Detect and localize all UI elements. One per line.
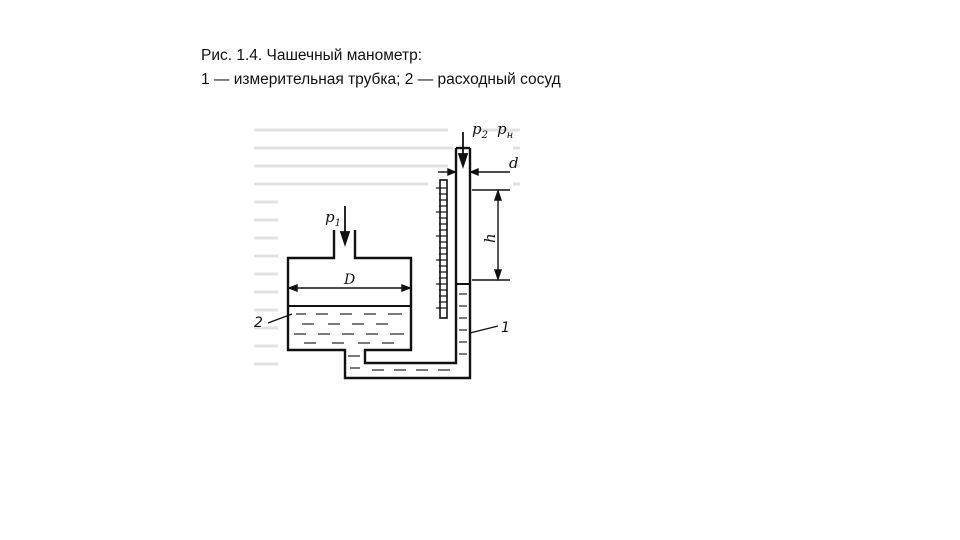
caption-title: Рис. 1.4. Чашечный манометр:: [201, 47, 422, 64]
caption-legend: 1 — измерительная трубка; 2 — расходный сосуд: [201, 71, 561, 88]
label-pn: $p_н$: [497, 120, 514, 141]
label-p1: $p_1$: [325, 208, 341, 229]
label-vessel-number: 2: [254, 315, 263, 331]
label-tube-number: 1: [501, 320, 510, 336]
label-D: D: [344, 272, 356, 288]
label-d: d: [509, 154, 519, 172]
manometer-diagram: [248, 118, 538, 386]
figure-caption: [201, 44, 561, 92]
label-h: h: [481, 233, 499, 243]
manometer-svg: [248, 118, 538, 386]
label-p2: $p_2$: [472, 120, 488, 141]
